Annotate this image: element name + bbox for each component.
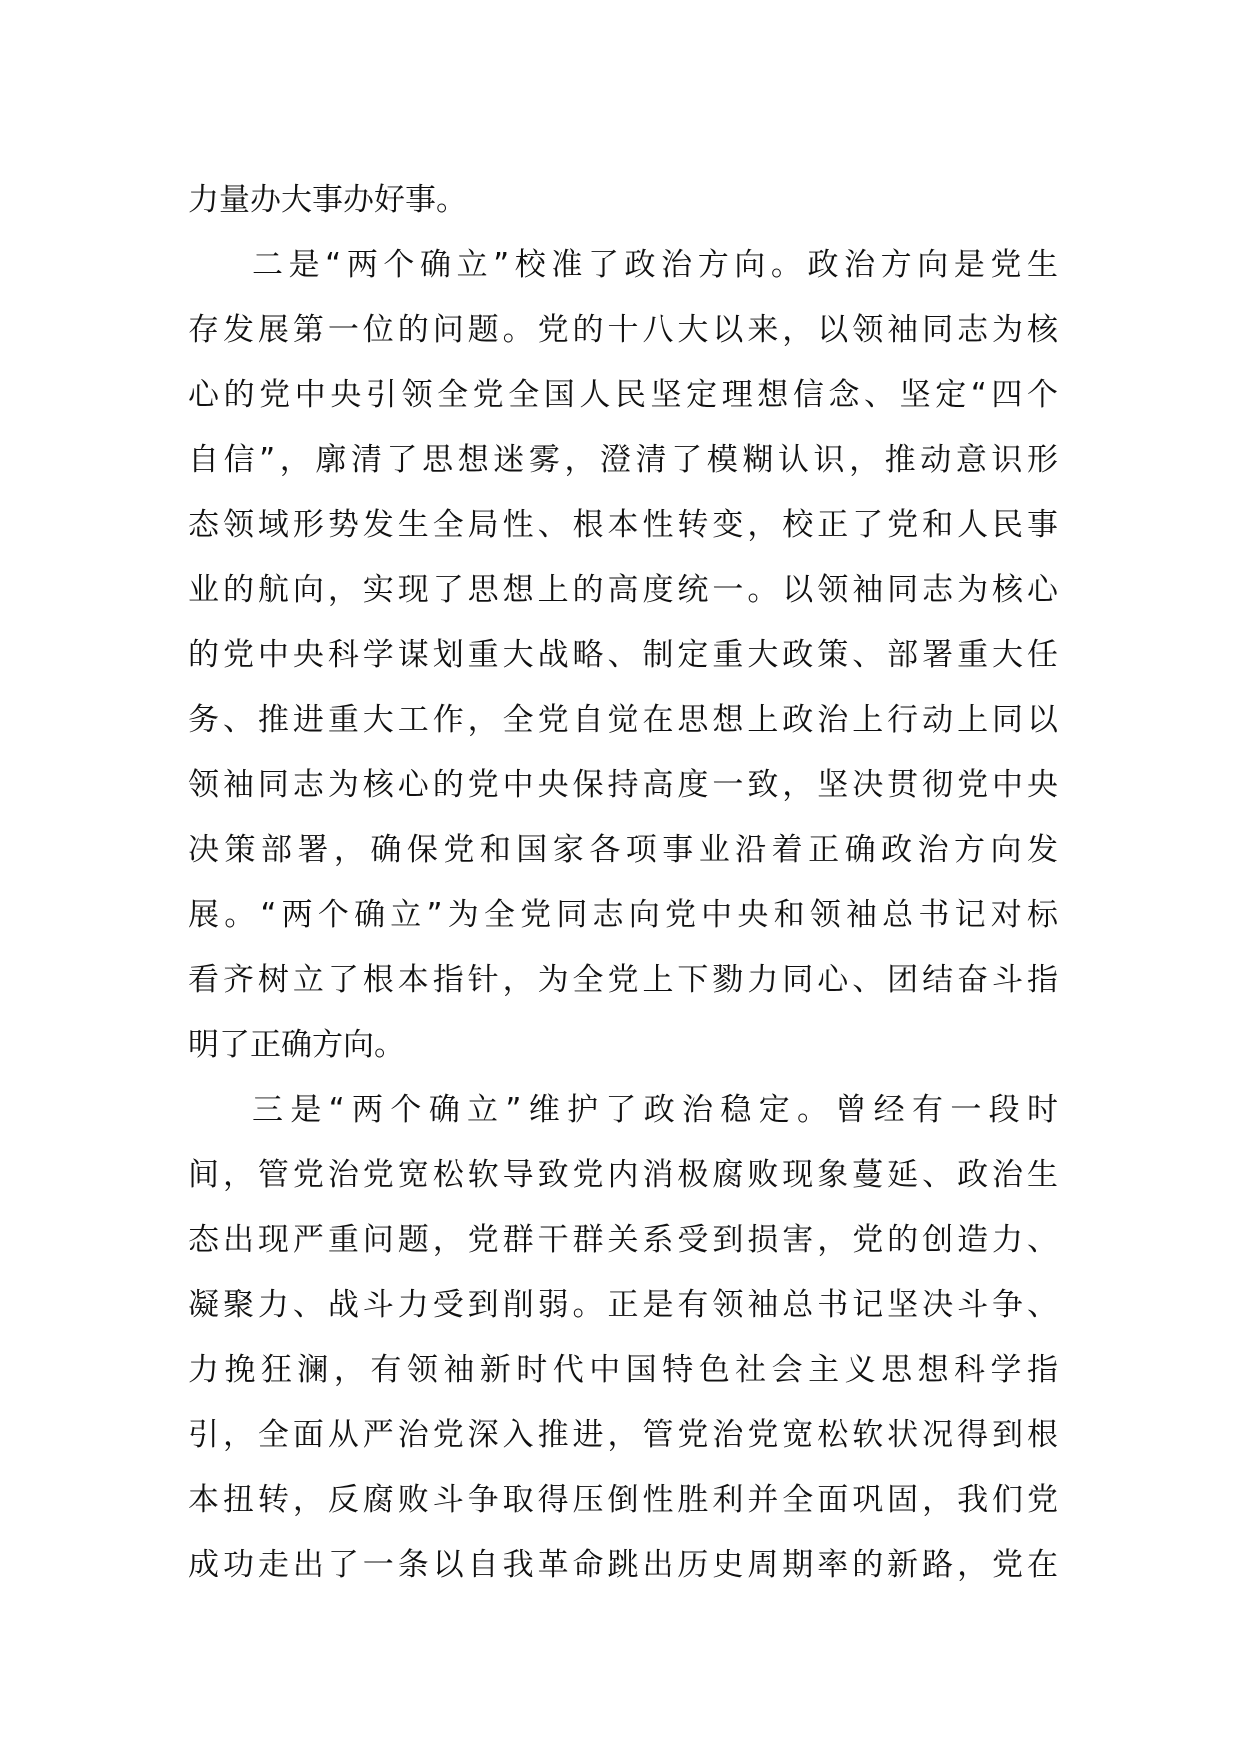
text-line: 的党中央科学谋划重大战略、制定重大政策、部署重大任 [188, 637, 1058, 673]
text-line: 业的航向，实现了思想上的高度统一。以领袖同志为核心 [188, 572, 1058, 608]
text-line: 力挽狂澜，有领袖新时代中国特色社会主义思想科学指 [188, 1352, 1058, 1388]
text-line: 力量办大事办好事。 [188, 182, 467, 218]
text-line: 本扭转，反腐败斗争取得压倒性胜利并全面巩固，我们党 [188, 1482, 1058, 1518]
text-line: 态领域形势发生全局性、根本性转变，校正了党和人民事 [188, 507, 1058, 543]
text-line: 务、推进重大工作，全党自觉在思想上政治上行动上同以 [188, 702, 1058, 738]
text-line: 间，管党治党宽松软导致党内消极腐败现象蔓延、政治生 [188, 1157, 1058, 1193]
text-line: 成功走出了一条以自我革命跳出历史周期率的新路，党在 [188, 1547, 1058, 1583]
text-line: 明了正确方向。 [188, 1027, 405, 1063]
text-line: 决策部署，确保党和国家各项事业沿着正确政治方向发 [188, 832, 1058, 868]
text-line: 引，全面从严治党深入推进，管党治党宽松软状况得到根 [188, 1417, 1058, 1453]
text-line: 凝聚力、战斗力受到削弱。正是有领袖总书记坚决斗争、 [188, 1287, 1058, 1323]
text-line: 心的党中央引领全党全国人民坚定理想信念、坚定“四个 [188, 377, 1058, 413]
text-line: 存发展第一位的问题。党的十八大以来，以领袖同志为核 [188, 312, 1058, 348]
text-line: 领袖同志为核心的党中央保持高度一致，坚决贯彻党中央 [188, 767, 1058, 803]
paragraph-start-line: 三是“两个确立”维护了政治稳定。曾经有一段时 [252, 1092, 1058, 1128]
text-line: 看齐树立了根本指针，为全党上下勠力同心、团结奋斗指 [188, 962, 1058, 998]
text-line: 展。“两个确立”为全党同志向党中央和领袖总书记对标 [188, 897, 1058, 933]
paragraph-start-line: 二是“两个确立”校准了政治方向。政治方向是党生 [252, 247, 1058, 283]
text-line: 态出现严重问题，党群干群关系受到损害，党的创造力、 [188, 1222, 1058, 1258]
document-body [188, 168, 1058, 1598]
text-line: 自信”，廓清了思想迷雾，澄清了模糊认识，推动意识形 [188, 442, 1058, 478]
